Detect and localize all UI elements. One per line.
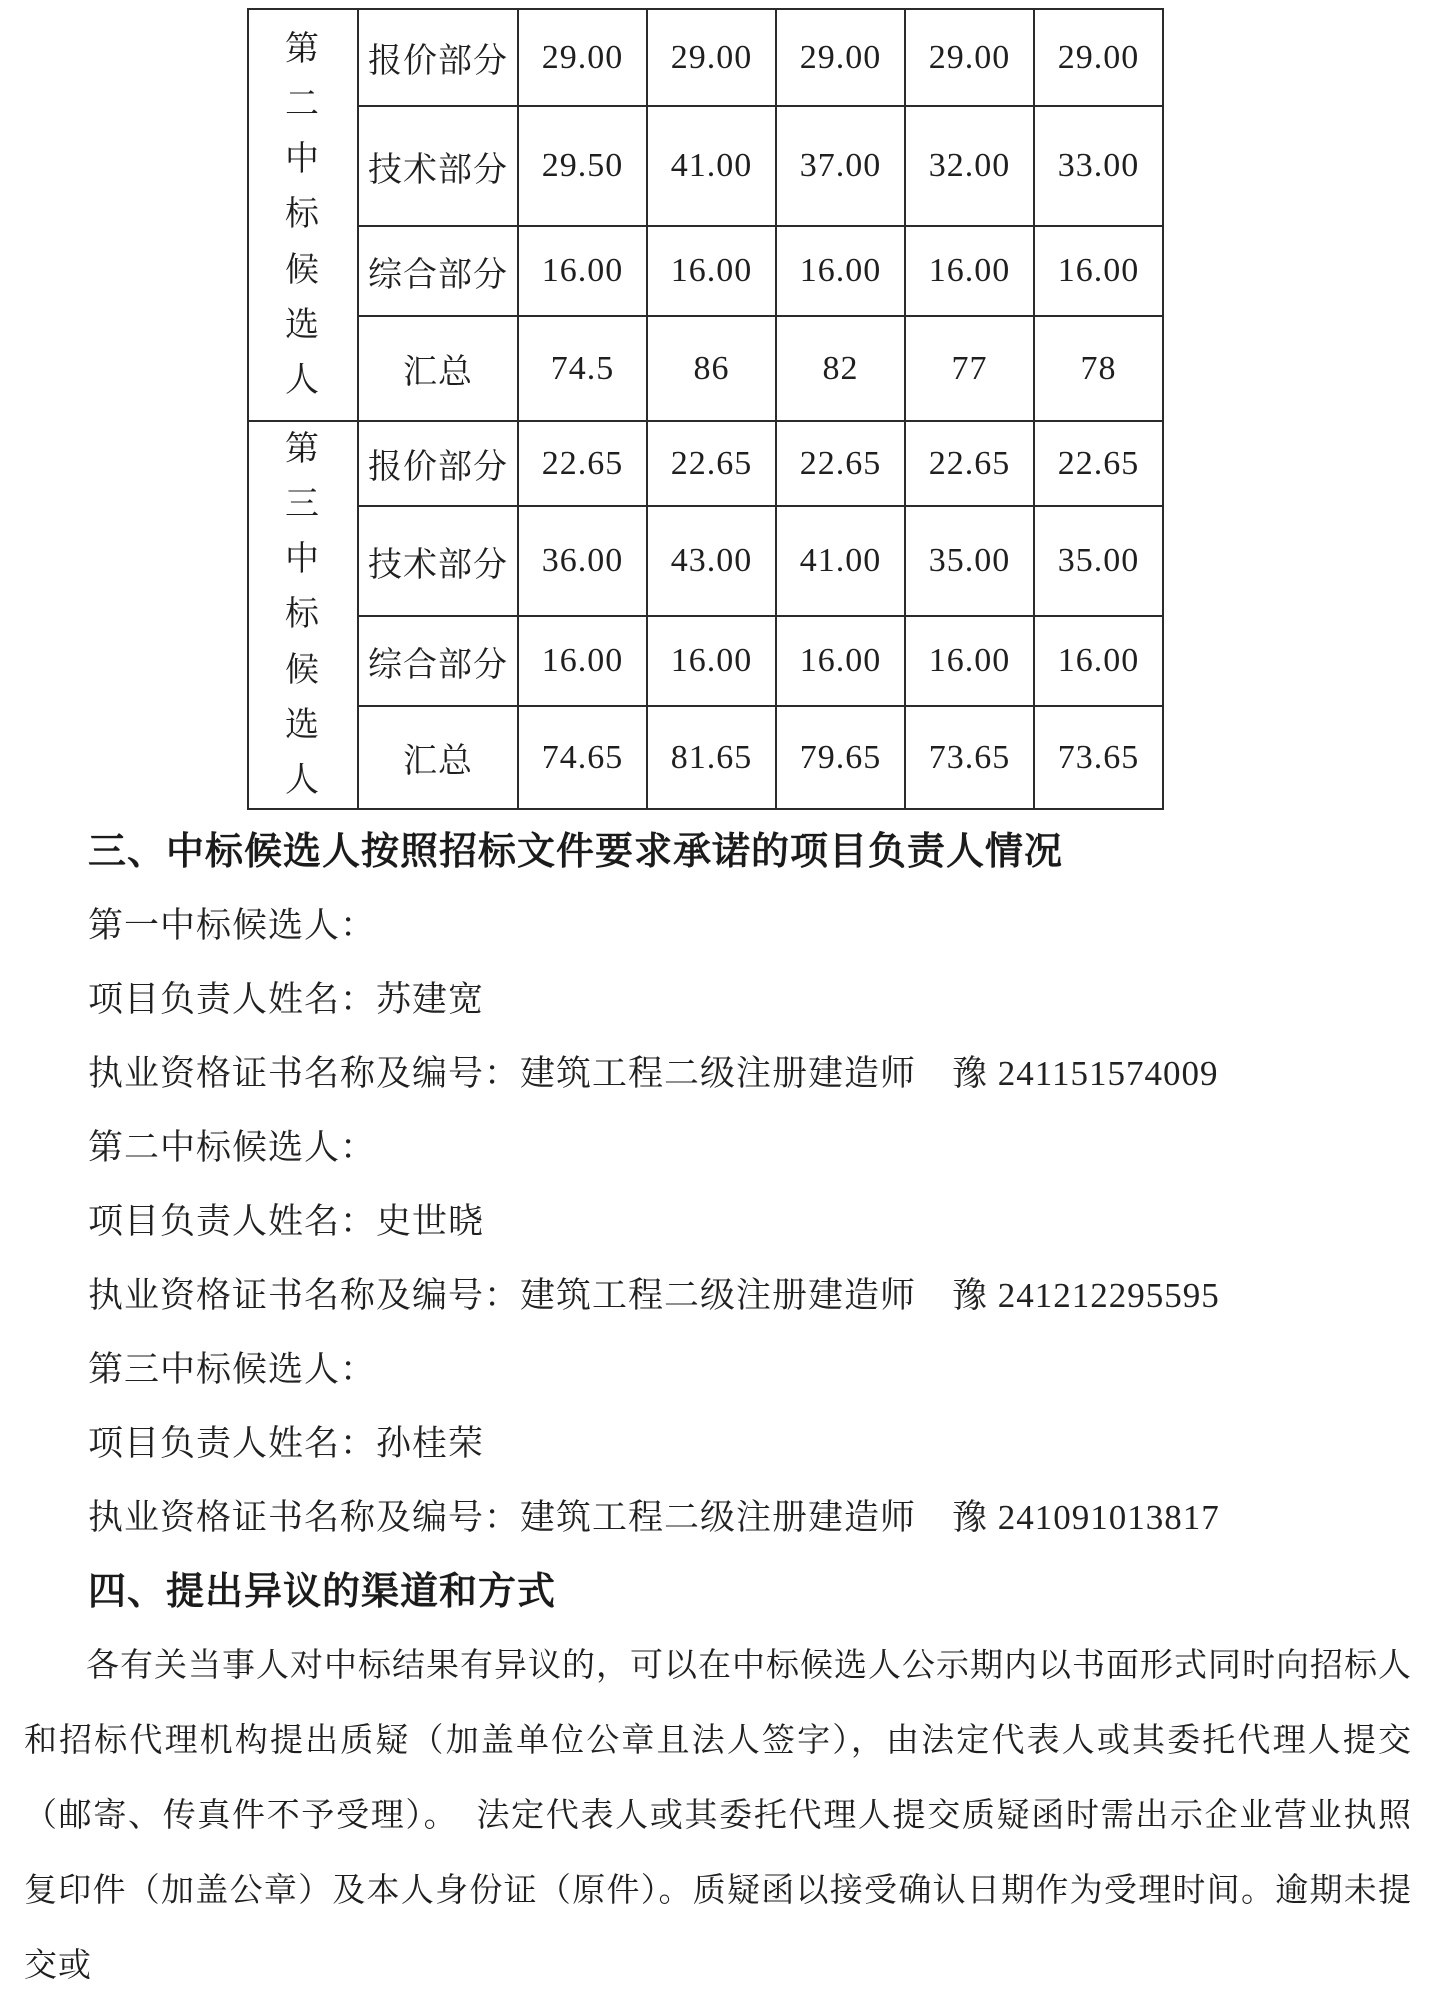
- score-cell: 74.5: [518, 316, 647, 421]
- score-cell: 22.65: [905, 421, 1034, 506]
- score-cell: 35.00: [1034, 506, 1163, 616]
- score-cell: 37.00: [776, 106, 905, 226]
- part-label: 技术部分: [358, 506, 518, 616]
- score-cell: 16.00: [1034, 616, 1163, 706]
- score-cell: 16.00: [905, 226, 1034, 316]
- score-cell: 16.00: [518, 226, 647, 316]
- part-label: 报价部分: [358, 9, 518, 106]
- score-cell: 29.00: [647, 9, 776, 106]
- score-cell: 16.00: [647, 226, 776, 316]
- candidate-1-certificate: 执业资格证书名称及编号：建筑工程二级注册建造师 豫 241151574009: [88, 1054, 1219, 1093]
- score-cell: 77: [905, 316, 1034, 421]
- score-cell: 81.65: [647, 706, 776, 809]
- candidate-2-label: 第二中标候选人: [284, 31, 321, 399]
- score-cell: 16.00: [776, 616, 905, 706]
- score-cell: 16.00: [776, 226, 905, 316]
- score-cell: 29.50: [518, 106, 647, 226]
- score-cell: 35.00: [905, 506, 1034, 616]
- score-cell: 22.65: [647, 421, 776, 506]
- part-label: 报价部分: [358, 421, 518, 506]
- table-row: [248, 226, 1163, 316]
- document-body: [0, 815, 1436, 2004]
- score-cell: 22.65: [776, 421, 905, 506]
- table-row: [248, 421, 1163, 506]
- score-cell: 32.00: [905, 106, 1034, 226]
- score-cell: 78: [1034, 316, 1163, 421]
- part-label: 汇总: [358, 706, 518, 809]
- candidate-3-title: 第三中标候选人：: [88, 1350, 377, 1389]
- score-cell: 22.65: [518, 421, 647, 506]
- candidate-2-title: 第二中标候选人：: [88, 1128, 377, 1167]
- score-cell: 79.65: [776, 706, 905, 809]
- score-cell: 41.00: [647, 106, 776, 226]
- part-label: 综合部分: [358, 616, 518, 706]
- table-row: [248, 506, 1163, 616]
- score-cell: 16.00: [1034, 226, 1163, 316]
- objection-paragraph: 各有关当事人对中标结果有异议的，可以在中标候选人公示期内以书面形式同时向招标人和招标代理机构提出质疑（加盖单位公章且法人签字），由法定代表人或其委托代理人提交（邮寄、传真件不予受理）。 法定代表人或其委托代理人提交质疑函时需出示企业营业执照复印件（加盖公章）及本人身份证（原件）。质疑函以接受确认日期作为受理时间。逾期未提交或: [24, 1648, 1412, 1984]
- score-cell: 29.00: [905, 9, 1034, 106]
- table-row: [248, 616, 1163, 706]
- candidate-3-certificate: 执业资格证书名称及编号：建筑工程二级注册建造师 豫 241091013817: [88, 1498, 1220, 1537]
- score-cell: 36.00: [518, 506, 647, 616]
- score-cell: 43.00: [647, 506, 776, 616]
- score-cell: 29.00: [776, 9, 905, 106]
- section4-heading: 四、提出异议的渠道和方式: [88, 1571, 557, 1613]
- part-label: 技术部分: [358, 106, 518, 226]
- score-cell: 16.00: [518, 616, 647, 706]
- section3-heading: 三、中标候选人按照招标文件要求承诺的项目负责人情况: [88, 831, 1064, 873]
- score-cell: 73.65: [1034, 706, 1163, 809]
- candidate-3-label: 第三中标候选人: [284, 431, 321, 799]
- bid-score-table: [247, 8, 1164, 810]
- score-cell: 33.00: [1034, 106, 1163, 226]
- score-cell: 41.00: [776, 506, 905, 616]
- score-cell: 16.00: [647, 616, 776, 706]
- part-label: 综合部分: [358, 226, 518, 316]
- table-row: [248, 316, 1163, 421]
- score-cell: 16.00: [905, 616, 1034, 706]
- table-row: [248, 706, 1163, 809]
- candidate-2-cell: [248, 9, 358, 421]
- candidate-3-cell: [248, 421, 358, 809]
- candidate-1-manager-name: 项目负责人姓名：苏建宽: [88, 980, 485, 1019]
- score-cell: 74.65: [518, 706, 647, 809]
- candidate-3-manager-name: 项目负责人姓名：孙桂荣: [88, 1424, 485, 1463]
- candidate-1-title: 第一中标候选人：: [88, 906, 377, 945]
- candidate-2-manager-name: 项目负责人姓名：史世晓: [88, 1202, 485, 1241]
- score-cell: 29.00: [518, 9, 647, 106]
- score-cell: 86: [647, 316, 776, 421]
- score-cell: 22.65: [1034, 421, 1163, 506]
- part-label: 汇总: [358, 316, 518, 421]
- table-row: [248, 9, 1163, 106]
- score-cell: 82: [776, 316, 905, 421]
- score-cell: 29.00: [1034, 9, 1163, 106]
- score-cell: 73.65: [905, 706, 1034, 809]
- candidate-2-certificate: 执业资格证书名称及编号：建筑工程二级注册建造师 豫 241212295595: [88, 1276, 1220, 1315]
- table-row: [248, 106, 1163, 226]
